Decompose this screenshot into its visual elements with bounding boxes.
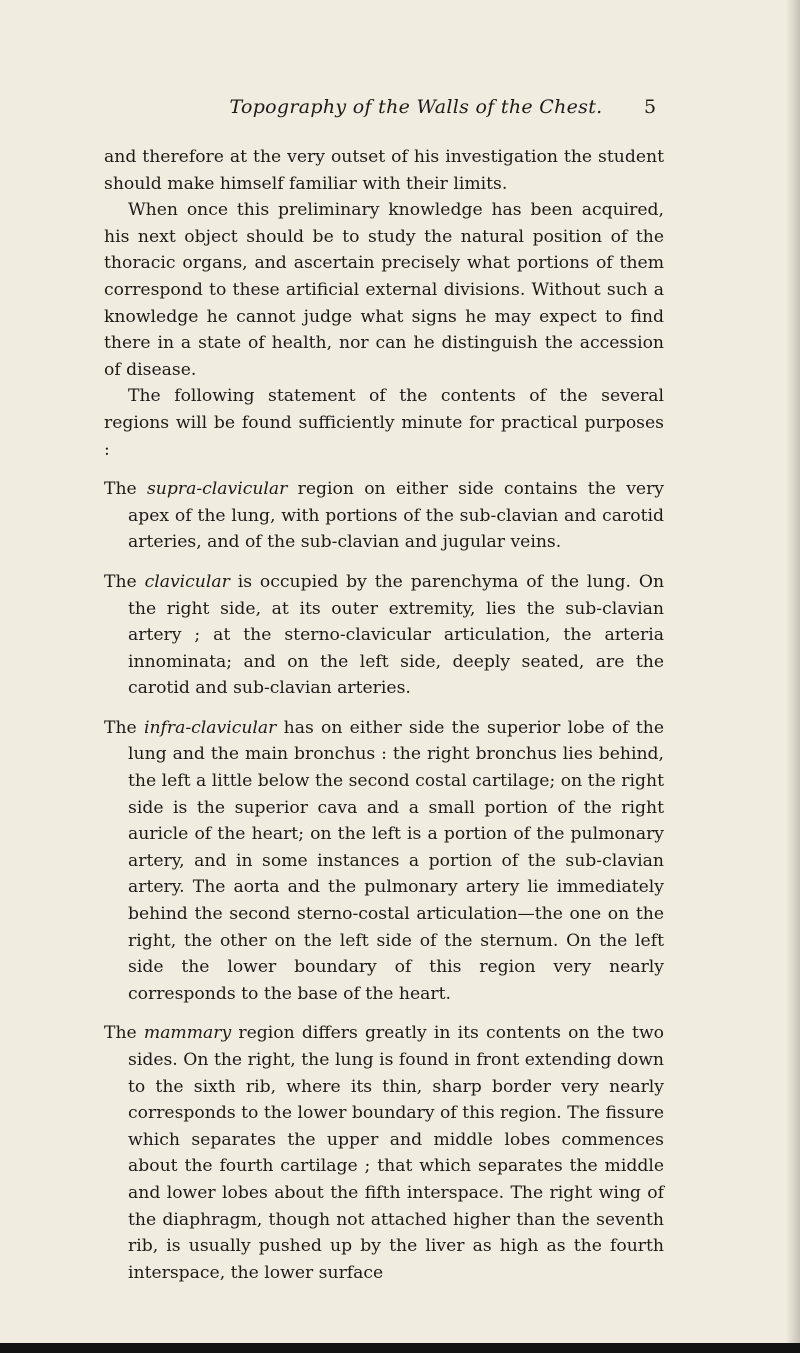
region-entry-mammary bbox=[104, 1020, 664, 1286]
body-text bbox=[104, 144, 664, 1286]
paragraph: The following statement of the contents of the several regions will be found sufficiently minute for practical purposes : bbox=[104, 386, 664, 460]
scan-bottom-border bbox=[0, 1343, 800, 1353]
entry-prefix: The bbox=[104, 571, 145, 592]
running-title: Topography of the Walls of the Chest. bbox=[229, 96, 603, 118]
region-term: infra-clavicular bbox=[143, 717, 277, 738]
entry-text: region differs greatly in its contents on the two sides. On the right, the lung is found in front extending down to the sixth rib, where its thin, sharp border very nearly corresponds to the lower boundary of this region. The fissure which separates the upper and middle lobes commences about the fourth cartilage ; that which separates the middle and lower lobes about the fifth interspace. The right wing of the diaphragm, though not attached higher than the seventh rib, is usually pushed up by the liver as high as the fourth interspace, the lower surface bbox=[128, 1023, 665, 1283]
entry-prefix: The bbox=[104, 479, 147, 500]
entry-text: region on either side contains the very apex of the lung, with portions of the sub-clavian and carotid arteries, and of the sub-clavian and jugular veins. bbox=[128, 479, 664, 553]
entry-text: is occupied by the parenchyma of the lung. On the right side, at its outer extremity, lies the sub-clavian artery ; at the sterno-clavicular articulation, the arteria innominata; and on the left side, deeply seated, are the carotid and sub-clavian arteries. bbox=[128, 571, 665, 699]
entry-prefix: The bbox=[104, 717, 144, 738]
region-term: mammary bbox=[143, 1023, 232, 1044]
region-entry-clavicular bbox=[104, 569, 664, 702]
entry-text: has on either side the superior lobe of the lung and the main bronchus : the right bronchus lies behind, the left a little below the second costal cartilage; on the right side is the superior cava and a small portion of the right auricle of the heart; on the left is a portion of the pulmonary artery, and in some instances a portion of the sub-clavian artery. The aorta and the pulmonary artery lie immediately behind the second sterno-costal articulation—the one on the right, the other on the left side of the sternum. On the left side the lower boundary of this region very nearly corresponds to the base of the heart. bbox=[128, 717, 664, 1004]
region-entry-supra-clavicular bbox=[104, 476, 664, 556]
region-term: supra-clavicular bbox=[146, 479, 288, 500]
page-edge-shadow bbox=[786, 0, 800, 1353]
paragraph: When once this preliminary knowledge has been acquired, his next object should be to study the natural position of the thoracic organs, and ascertain precisely what portions of them correspond to these artificial external divisions. Without such a knowledge he cannot judge what signs he may expect to find there in a state of health, nor can he distinguish the accession of disease. bbox=[104, 200, 664, 380]
region-entry-infra-clavicular bbox=[104, 715, 664, 1008]
page-number: 5 bbox=[644, 96, 657, 118]
region-term: clavicular bbox=[144, 571, 230, 592]
entry-prefix: The bbox=[104, 1023, 144, 1044]
paragraph-continuation: and therefore at the very outset of his investigation the student should make himself familiar with their limits. bbox=[104, 147, 664, 194]
